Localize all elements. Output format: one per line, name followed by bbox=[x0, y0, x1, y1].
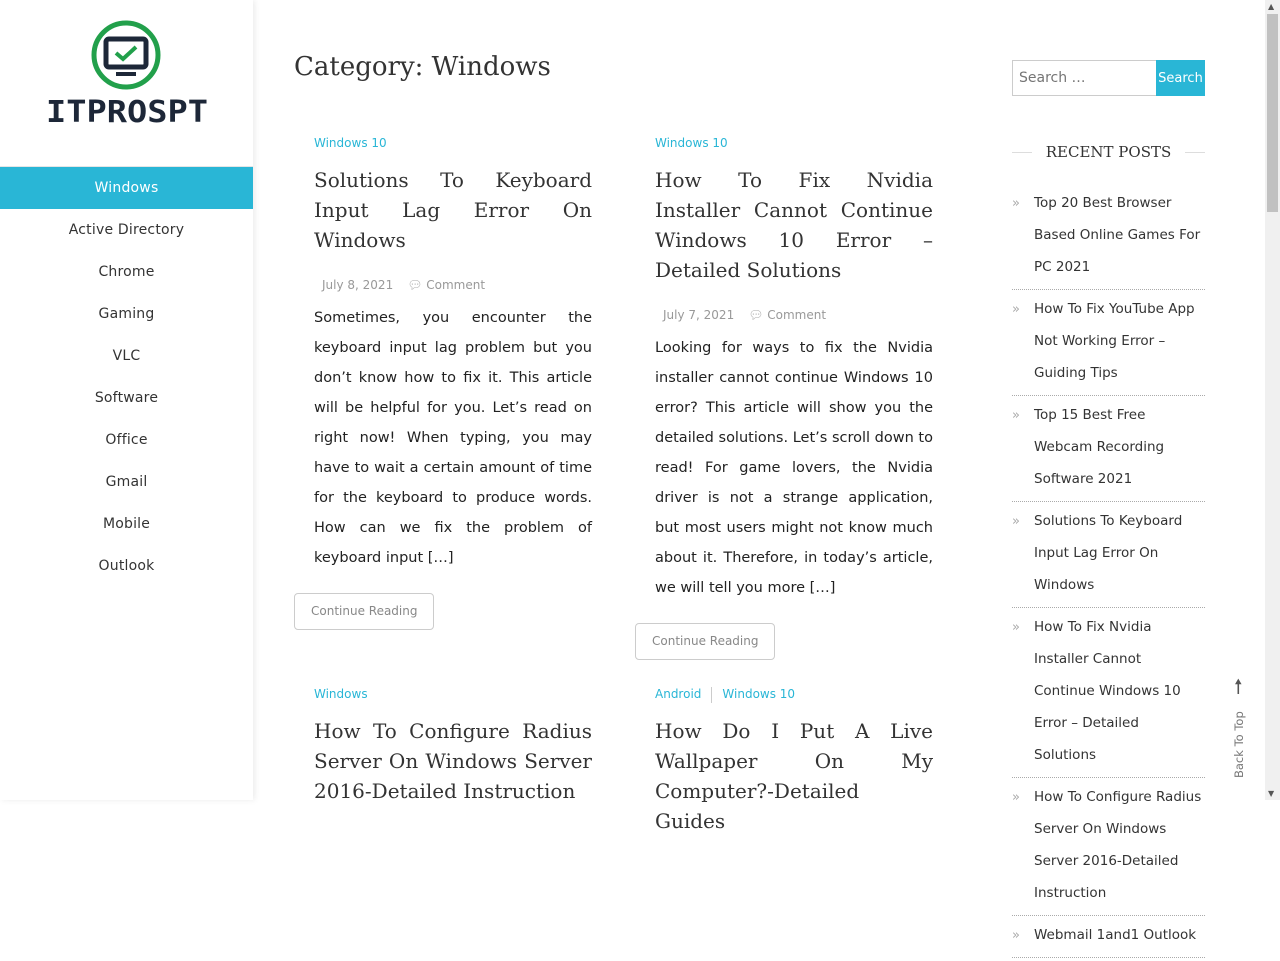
chevron-double-right-icon: » bbox=[1012, 514, 1020, 529]
post-card bbox=[635, 133, 933, 660]
recent-post-link[interactable]: How To Fix YouTube App Not Working Error – Guiding Tips bbox=[1034, 301, 1195, 381]
recent-post-item[interactable] bbox=[1012, 611, 1205, 778]
recent-post-link[interactable]: Webmail 1and1 Outlook bbox=[1034, 927, 1197, 943]
comment-link[interactable] bbox=[407, 278, 485, 292]
arrow-up-icon: 🠕 bbox=[1234, 674, 1243, 698]
category-nav bbox=[0, 166, 253, 587]
nav-item-office[interactable]: Office bbox=[105, 432, 148, 448]
nav-item-gaming[interactable]: Gaming bbox=[98, 306, 155, 322]
back-to-top-label: Back To Top bbox=[1232, 711, 1246, 778]
scrollbar-thumb[interactable] bbox=[1267, 14, 1278, 212]
continue-reading-button[interactable]: Continue Reading bbox=[635, 623, 775, 660]
post-card bbox=[294, 684, 592, 806]
search-form bbox=[1012, 60, 1205, 96]
post-meta bbox=[635, 305, 933, 325]
chevron-double-right-icon: » bbox=[1012, 620, 1020, 635]
nav-item-gmail[interactable]: Gmail bbox=[105, 474, 148, 490]
recent-post-item[interactable] bbox=[1012, 505, 1205, 608]
site-logo[interactable] bbox=[44, 20, 210, 130]
recent-post-item[interactable] bbox=[1012, 293, 1205, 396]
chevron-double-right-icon: » bbox=[1012, 408, 1020, 423]
chevron-double-right-icon: » bbox=[1012, 928, 1020, 943]
comment-icon: 💬︎ bbox=[748, 308, 768, 322]
nav-item-vlc[interactable]: VLC bbox=[112, 348, 141, 364]
comment-label: Comment bbox=[767, 308, 827, 322]
search-input[interactable] bbox=[1012, 60, 1156, 96]
post-categories bbox=[635, 684, 933, 704]
post-excerpt: Looking for ways to fix the Nvidia installer cannot continue Windows 10 error? This article will show you the detailed solutions. Let’s scroll down to read! For game lovers, the Nvidia driver is not a strange application, but most users might not know much about it. Therefore, in today’s article, we will tell you more […] bbox=[655, 340, 933, 596]
recent-post-link[interactable]: How To Fix Nvidia Installer Cannot Continue Windows 10 Error – Detailed Solutions bbox=[1034, 619, 1181, 763]
chevron-double-right-icon: » bbox=[1012, 196, 1020, 211]
comment-icon: 💬︎ bbox=[407, 278, 427, 292]
post-meta bbox=[294, 275, 592, 295]
recent-post-link[interactable]: Top 20 Best Browser Based Online Games For PC 2021 bbox=[1034, 195, 1201, 275]
recent-post-item[interactable] bbox=[1012, 781, 1205, 916]
comment-label: Comment bbox=[426, 278, 486, 292]
category-link[interactable]: Windows bbox=[314, 687, 368, 701]
scroll-down-icon[interactable]: ▼ bbox=[1268, 789, 1275, 798]
recent-post-item[interactable] bbox=[1012, 187, 1205, 290]
recent-post-item[interactable] bbox=[1012, 919, 1205, 958]
search-button[interactable]: Search bbox=[1156, 60, 1205, 96]
chevron-double-right-icon: » bbox=[1012, 790, 1020, 805]
post-date[interactable]: July 7, 2021 bbox=[663, 308, 735, 322]
post-title[interactable]: Solutions To Keyboard Input Lag Error On Windows bbox=[314, 168, 592, 252]
category-link[interactable]: Windows 10 bbox=[314, 136, 387, 150]
nav-item-active-directory[interactable]: Active Directory bbox=[68, 222, 185, 238]
category-link[interactable]: Windows 10 bbox=[722, 687, 796, 701]
post-title[interactable]: How To Fix Nvidia Installer Cannot Continue Windows 10 Error – Detailed Solutions bbox=[655, 168, 933, 282]
main-content bbox=[253, 0, 1265, 943]
category-link[interactable]: Android bbox=[655, 687, 702, 701]
recent-posts-list bbox=[1012, 187, 1205, 961]
scrollbar[interactable] bbox=[1265, 0, 1280, 800]
post-excerpt: Sometimes, you encounter the keyboard input lag problem but you don’t know how to fix it. This article will be helpful for you. Let’s read on right now! When typing, you may have to wait a certain amount of time for the keyboard to produce words. How can we fix the problem of keyboard input […] bbox=[314, 310, 592, 566]
nav-item-software[interactable]: Software bbox=[94, 390, 159, 406]
nav-item-outlook[interactable]: Outlook bbox=[98, 558, 155, 574]
post-date[interactable]: July 8, 2021 bbox=[322, 278, 394, 292]
chevron-double-right-icon: » bbox=[1012, 302, 1020, 317]
post-categories bbox=[294, 684, 592, 704]
recent-post-link[interactable]: Top 15 Best Free Webcam Recording Software 2021 bbox=[1034, 407, 1165, 487]
back-to-top-button[interactable] bbox=[1228, 672, 1258, 782]
post-title[interactable]: How Do I Put A Live Wallpaper On My Computer?-Detailed Guides bbox=[655, 719, 933, 833]
nav-item-mobile[interactable]: Mobile bbox=[102, 516, 151, 532]
post-card bbox=[294, 133, 592, 630]
comment-link[interactable] bbox=[748, 308, 826, 322]
recent-posts-heading bbox=[1012, 140, 1205, 164]
continue-reading-button[interactable]: Continue Reading bbox=[294, 593, 434, 630]
post-card bbox=[635, 684, 933, 836]
page-title: Category: Windows bbox=[294, 52, 551, 82]
recent-post-link[interactable]: Solutions To Keyboard Input Lag Error On Windows bbox=[1034, 513, 1183, 593]
nav-item-chrome[interactable]: Chrome bbox=[98, 264, 155, 280]
scroll-up-icon[interactable]: ▲ bbox=[1268, 2, 1275, 11]
recent-post-item[interactable] bbox=[1012, 399, 1205, 502]
post-categories bbox=[635, 133, 933, 153]
nav-item-windows[interactable]: Windows bbox=[0, 167, 253, 209]
recent-posts-title: RECENT POSTS bbox=[1045, 143, 1172, 161]
svg-text:ITPROSPT: ITPROSPT bbox=[46, 95, 208, 130]
left-sidebar bbox=[0, 0, 253, 800]
post-categories bbox=[294, 133, 592, 153]
category-link[interactable]: Windows 10 bbox=[655, 136, 728, 150]
recent-post-link[interactable]: How To Configure Radius Server On Windows Server 2016-Detailed Instruction bbox=[1034, 789, 1202, 901]
post-title[interactable]: How To Configure Radius Server On Windows Server 2016-Detailed Instruction bbox=[314, 719, 592, 803]
